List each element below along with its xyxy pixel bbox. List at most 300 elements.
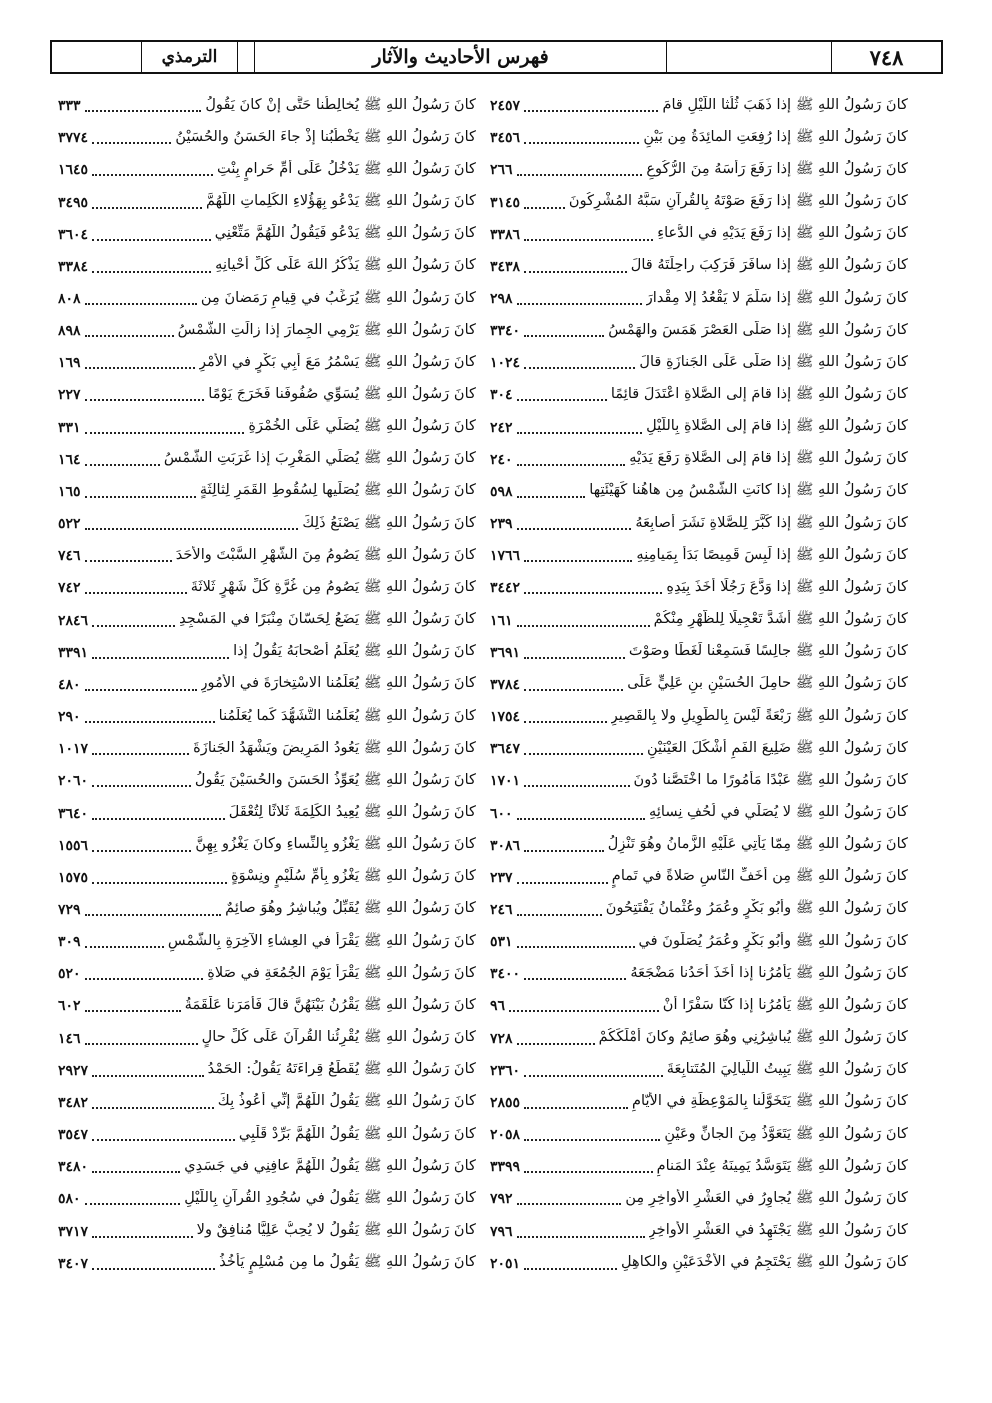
hadith-number: ٢٢٧ xyxy=(58,387,81,404)
dot-leader xyxy=(524,721,607,723)
hadith-incipit: كانَ رَسُولُ اللهِ ﷺ إذا كَبَّرَ لِلصَّلاةِ نَشَرَ أَصابِعَهُ xyxy=(635,513,908,531)
index-entry xyxy=(490,637,908,669)
hadith-incipit: كانَ رَسُولُ اللهِ ﷺ إذا لَبِسَ قَمِيصًا بَدَأَ بِمَيامِنِهِ xyxy=(636,545,908,563)
dot-leader xyxy=(524,785,629,787)
hadith-incipit: كانَ رَسُولُ اللهِ ﷺ إذا رَفَعَ صَوْتَهُ بِالقُرآنِ سَبَّهُ المُشْرِكُونَ xyxy=(568,192,908,210)
hadith-number: ٦٠٠ xyxy=(490,805,513,822)
dot-leader xyxy=(524,753,643,755)
hadith-incipit: كانَ رَسُولُ اللهِ ﷺ عَبْدًا مَأْمُورًا ما اخْتَصَّنا دُونَ xyxy=(633,770,908,788)
hadith-incipit: كانَ رَسُولُ اللهِ ﷺ يُعَلِّمُنا الاسْتِخارَةَ في الأُمُورِ xyxy=(200,674,476,692)
dot-leader xyxy=(517,528,632,530)
page-header xyxy=(50,40,943,74)
hadith-incipit: كانَ رَسُولُ اللهِ ﷺ يُقَطِّعُ قِراءَتَهُ يَقُولُ: الحَمْدُ xyxy=(207,1060,476,1078)
index-entry xyxy=(58,1248,476,1280)
hadith-incipit: كانَ رَسُولُ اللهِ ﷺ مِن أَخَفِّ النّاسِ صَلاةً في تَمامٍ xyxy=(611,867,908,885)
dot-leader xyxy=(524,1107,628,1109)
hadith-number: ٣٠٩ xyxy=(58,934,81,951)
dot-leader xyxy=(85,528,299,530)
index-entry xyxy=(490,1119,908,1151)
dot-leader xyxy=(85,592,187,594)
hadith-incipit: كانَ رَسُولُ اللهِ ﷺ يُخالِطُنا حَتَّى إنْ كانَ يَقُولُ xyxy=(205,95,476,113)
hadith-number: ١٧٥٤ xyxy=(490,709,521,726)
hadith-number: ٣٤٠٠ xyxy=(490,966,521,983)
dot-leader xyxy=(524,239,653,241)
index-entry xyxy=(58,637,476,669)
hadith-number: ٣٣٨٦ xyxy=(490,226,521,243)
dot-leader xyxy=(85,303,197,305)
hadith-incipit: كانَ رَسُولُ اللهِ ﷺ يَأْمُرُنا إذا كُنّا سَفْرًا أَنْ xyxy=(662,995,908,1013)
hadith-incipit: كانَ رَسُولُ اللهِ ﷺ يَدْعُو فَيَقُولُ اللَّهُمَّ مَتِّعْنِي xyxy=(214,224,476,242)
hadith-incipit: كانَ رَسُولُ اللهِ ﷺ يَبِيتُ اللَّيالِيَ المُتَتابِعَةَ xyxy=(666,1060,908,1078)
hadith-number: ٣٤٠٧ xyxy=(58,1255,89,1272)
index-entry xyxy=(58,508,476,540)
hadith-number: ١٠١٧ xyxy=(58,741,89,758)
dot-leader xyxy=(85,978,204,980)
index-entry xyxy=(490,765,908,797)
dot-leader xyxy=(85,721,215,723)
hadith-number: ٥٨٠ xyxy=(58,1191,81,1208)
hadith-number: ٣٣٨٤ xyxy=(58,258,89,275)
index-entry xyxy=(490,154,908,186)
index-entry xyxy=(58,926,476,958)
hadith-number: ٢٣٦٠ xyxy=(490,1062,521,1079)
dot-leader xyxy=(524,689,623,691)
hadith-incipit: كانَ رَسُولُ اللهِ ﷺ يَقْرَأُ يَوْمَ الجُمُعَةِ في صَلاةِ xyxy=(207,963,476,981)
dot-leader xyxy=(517,1236,645,1238)
hadith-incipit: كانَ رَسُولُ اللهِ ﷺ يَذْكُرُ اللهَ عَلَى كُلِّ أَحْيانِهِ xyxy=(215,256,476,274)
dot-leader xyxy=(517,464,626,466)
dot-leader xyxy=(524,1268,617,1270)
index-entry xyxy=(58,476,476,508)
dot-leader xyxy=(524,560,632,562)
hadith-number: ٧٢٩ xyxy=(58,901,81,918)
hadith-incipit: كانَ رَسُولُ اللهِ ﷺ إذا وَدَّعَ رَجُلًا أَخَذَ بِيَدِهِ xyxy=(666,577,908,595)
index-entry xyxy=(490,347,908,379)
index-entry xyxy=(490,1055,908,1087)
index-entry xyxy=(490,830,908,862)
dot-leader xyxy=(92,207,202,209)
dot-leader xyxy=(509,1010,659,1012)
hadith-number: ٧٢٨ xyxy=(490,1030,513,1047)
header-blank-cell xyxy=(667,42,832,72)
hadith-incipit: كانَ رَسُولُ اللهِ ﷺ يُصَلِّي عَلَى الخُمْرَةِ xyxy=(248,417,476,435)
hadith-incipit: كانَ رَسُولُ اللهِ ﷺ يَسْمُرُ مَعَ أَبِي بَكْرٍ في الأَمْرِ xyxy=(198,352,476,370)
hadith-incipit: كانَ رَسُولُ اللهِ ﷺ إذا رَفَعَ رَأْسَهُ مِنَ الرُّكُوعِ xyxy=(646,159,908,177)
hadith-number: ٣٤٣٨ xyxy=(490,258,521,275)
dot-leader xyxy=(524,367,635,369)
hadith-incipit: كانَ رَسُولُ اللهِ ﷺ وأَبُو بَكْرٍ وعُمَرُ يُصَلُّونَ في xyxy=(638,931,908,949)
index-entry xyxy=(58,186,476,218)
index-entry xyxy=(490,1151,908,1183)
hadith-incipit: كانَ رَسُولُ اللهِ ﷺ يَجْتَهِدُ في العَشْرِ الأَواخِرِ xyxy=(648,1221,908,1239)
hadith-number: ٣٧٧٤ xyxy=(58,130,89,147)
index-title: فهرس الأحاديث والآثار xyxy=(255,42,667,72)
dot-leader xyxy=(92,142,171,144)
hadith-incipit: كانَ رَسُولُ اللهِ ﷺ يَقُولُ اللَّهُمَّ عافِنِي في جَسَدِي xyxy=(184,1156,476,1174)
index-entry xyxy=(490,122,908,154)
dot-leader xyxy=(85,689,197,691)
dot-leader xyxy=(85,110,202,112)
hadith-incipit: كانَ رَسُولُ اللهِ ﷺ يَدْخُلُ عَلَى أُمِّ حَرامٍ بِنْتِ xyxy=(217,159,476,177)
hadith-number: ٧٤٢ xyxy=(58,580,81,597)
hadith-number: ٣٠٨٦ xyxy=(490,837,521,854)
dot-leader xyxy=(524,1075,663,1077)
dot-leader xyxy=(517,174,643,176)
dot-leader xyxy=(92,818,225,820)
hadith-number: ١٦٩ xyxy=(58,355,81,372)
hadith-number: ١٧٦٦ xyxy=(490,548,521,565)
dot-leader xyxy=(92,785,191,787)
index-entry xyxy=(490,251,908,283)
index-entry xyxy=(58,444,476,476)
hadith-number: ٢٠٥١ xyxy=(490,1255,521,1272)
index-entry xyxy=(58,1087,476,1119)
index-entry xyxy=(58,154,476,186)
hadith-incipit: كانَ رَسُولُ اللهِ ﷺ يَغْزُو بِأُمِّ سُلَيْمٍ ونِسْوَةٍ xyxy=(230,867,476,885)
hadith-number: ٢٤٥٧ xyxy=(490,98,521,115)
page-number: ٧٤٨ xyxy=(869,44,904,70)
hadith-incipit: كانَ رَسُولُ اللهِ ﷺ يَقُولُ لا يُحِبُّ عَلِيًّا مُنافِقٌ ولا xyxy=(196,1221,476,1239)
hadith-incipit: كانَ رَسُولُ اللهِ ﷺ يُرَغِّبُ في قِيامِ رَمَضانَ مِن xyxy=(200,288,476,306)
index-entry xyxy=(490,508,908,540)
book-name: الترمذي xyxy=(142,42,238,72)
dot-leader xyxy=(85,946,164,948)
index-entry xyxy=(58,1183,476,1215)
dot-leader xyxy=(524,207,565,209)
hadith-incipit: كانَ رَسُولُ اللهِ ﷺ إذا صَلَّى العَصْرَ هَمَسَ والهَمْسُ xyxy=(608,320,908,338)
hadith-incipit: كانَ رَسُولُ اللهِ ﷺ يُعَلِّمُ أَصْحابَهُ يَقُولُ إذا xyxy=(233,642,476,660)
dot-leader xyxy=(92,1236,193,1238)
hadith-number: ١٦١ xyxy=(490,612,513,629)
index-entry xyxy=(58,894,476,926)
index-entry xyxy=(58,122,476,154)
index-entry xyxy=(58,990,476,1022)
dot-leader xyxy=(524,110,658,112)
hadith-incipit: كانَ رَسُولُ اللهِ ﷺ يَغْزُو بِالنِّساءِ وكانَ يَغْزُو بِهِنَّ xyxy=(195,835,476,853)
dot-leader xyxy=(85,914,222,916)
hadith-incipit: كانَ رَسُولُ اللهِ ﷺ يُجاوِرُ في العَشْرِ الأَواخِرِ مِن xyxy=(625,1188,908,1206)
dot-leader xyxy=(524,850,604,852)
index-entry xyxy=(58,765,476,797)
index-entry xyxy=(490,315,908,347)
hadith-incipit: كانَ رَسُولُ اللهِ ﷺ يَضَعُ لِحَسّانَ مِنْبَرًا في المَسْجِدِ xyxy=(179,610,476,628)
index-entry xyxy=(58,347,476,379)
hadith-incipit: كانَ رَسُولُ اللهِ ﷺ إذا قامَ إلى الصَّلاةِ بِاللَّيْلِ xyxy=(646,417,908,435)
hadith-incipit: كانَ رَسُولُ اللهِ ﷺ يُباشِرُنِي وهُوَ صائِمٌ وكانَ أَمْلَكَكُمْ xyxy=(598,1028,908,1046)
hadith-number: ٣٣٩٩ xyxy=(490,1159,521,1176)
hadith-number: ٣٧٨٤ xyxy=(490,676,521,693)
index-column-left xyxy=(58,90,476,1280)
hadith-number: ٢٨٤٦ xyxy=(58,612,89,629)
index-entry xyxy=(58,669,476,701)
hadith-incipit: كانَ رَسُولُ اللهِ ﷺ يَصُومُ مِنَ الشَّهْرِ السَّبْتَ والأَحَدَ xyxy=(175,545,476,563)
dot-leader xyxy=(92,882,227,884)
index-entry xyxy=(490,958,908,990)
dot-leader xyxy=(517,303,642,305)
hadith-incipit: كانَ رَسُولُ اللهِ ﷺ يُقَبِّلُ ويُباشِرُ وهُوَ صائِمٌ xyxy=(225,899,476,917)
index-entry xyxy=(58,701,476,733)
index-entry xyxy=(490,219,908,251)
index-entry xyxy=(490,379,908,411)
hadith-number: ٣٣٣ xyxy=(58,98,81,115)
dot-leader xyxy=(524,1171,653,1173)
index-entry xyxy=(490,1023,908,1055)
index-entry xyxy=(490,572,908,604)
index-entry xyxy=(58,958,476,990)
hadith-number: ٣٦٤٧ xyxy=(490,741,521,758)
hadith-number: ٣٣١ xyxy=(58,419,81,436)
hadith-incipit: كانَ رَسُولُ اللهِ ﷺ مِمّا يَأْتِي عَلَيْهِ الزَّمانُ وهُوَ تَنْزِلُ xyxy=(607,835,908,853)
hadith-incipit: كانَ رَسُولُ اللهِ ﷺ يَقُولُ اللَّهُمَّ بَرِّدْ قَلْبِي xyxy=(238,1124,476,1142)
hadith-number: ٥٢٠ xyxy=(58,966,81,983)
hadith-number: ٢٤٦ xyxy=(490,901,513,918)
hadith-number: ٢٠٦٠ xyxy=(58,773,89,790)
dot-leader xyxy=(92,239,211,241)
hadith-incipit: كانَ رَسُولُ اللهِ ﷺ إذا سافَرَ فَرَكِبَ راحِلَتَهُ قالَ xyxy=(630,256,908,274)
hadith-incipit: كانَ رَسُولُ اللهِ ﷺ يُسَوِّي صُفُوفَنا فَخَرَجَ يَوْمًا xyxy=(208,384,476,402)
hadith-number: ٨٠٨ xyxy=(58,291,81,308)
dot-leader xyxy=(92,1171,180,1173)
dot-leader xyxy=(92,1075,204,1077)
dot-leader xyxy=(85,367,195,369)
dot-leader xyxy=(517,882,608,884)
index-entry xyxy=(490,412,908,444)
hadith-incipit: كانَ رَسُولُ اللهِ ﷺ يُعَلِّمُنا التَّشَهُّدَ كَما يُعَلِّمُنا xyxy=(218,706,476,724)
dot-leader xyxy=(524,271,627,273)
dot-leader xyxy=(92,1139,235,1141)
hadith-number: ٧٩٢ xyxy=(490,1191,513,1208)
dot-leader xyxy=(517,946,635,948)
index-entry xyxy=(490,1087,908,1119)
index-entry xyxy=(490,476,908,508)
index-entry xyxy=(490,701,908,733)
hadith-number: ٣٤٥٦ xyxy=(490,130,521,147)
index-entry xyxy=(490,605,908,637)
dot-leader xyxy=(92,625,175,627)
index-entry xyxy=(490,283,908,315)
dot-leader xyxy=(92,657,229,659)
index-entry xyxy=(58,1023,476,1055)
hadith-number: ٢٨٥٥ xyxy=(490,1094,521,1111)
hadith-number: ١٥٧٥ xyxy=(58,869,89,886)
dot-leader xyxy=(524,142,639,144)
index-entry xyxy=(58,572,476,604)
dot-leader xyxy=(92,850,191,852)
index-entry xyxy=(58,1055,476,1087)
index-entry xyxy=(58,862,476,894)
dot-leader xyxy=(85,1010,181,1012)
hadith-number: ٤٨٠ xyxy=(58,676,81,693)
header-blank-cell xyxy=(52,42,142,72)
dot-leader xyxy=(92,1268,215,1270)
hadith-incipit: كانَ رَسُولُ اللهِ ﷺ يَتَعَوَّذُ مِنَ الجانِّ وعَيْنِ xyxy=(664,1124,908,1142)
hadith-number: ٣٤٤٢ xyxy=(490,580,521,597)
hadith-incipit: كانَ رَسُولُ اللهِ ﷺ يَتَخَوَّلُنا بِالمَوْعِظَةِ في الأَيّامِ xyxy=(631,1092,908,1110)
hadith-number: ١٤٦ xyxy=(58,1030,81,1047)
index-entry xyxy=(58,251,476,283)
hadith-number: ٢٠٥٨ xyxy=(490,1127,521,1144)
index-entry xyxy=(58,219,476,251)
dot-leader xyxy=(524,335,604,337)
index-entry xyxy=(490,1215,908,1247)
hadith-number: ١٦٥ xyxy=(58,483,81,500)
hadith-number: ٩٦ xyxy=(490,998,506,1015)
dot-leader xyxy=(85,1043,198,1045)
index-entry xyxy=(490,1183,908,1215)
hadith-number: ٣٤٨٠ xyxy=(58,1159,89,1176)
hadith-number: ٣٦٩١ xyxy=(490,644,521,661)
hadith-number: ٣٥٤٧ xyxy=(58,1127,89,1144)
hadith-incipit: كانَ رَسُولُ اللهِ ﷺ يُصَلِّيها لِسُقُوطِ القَمَرِ لِثالِثَةٍ xyxy=(199,481,476,499)
index-entry xyxy=(58,412,476,444)
hadith-incipit: كانَ رَسُولُ اللهِ ﷺ وأَبُو بَكْرٍ وعُمَرُ وعُثْمانُ يَفْتَتِحُونَ xyxy=(605,899,908,917)
index-entry xyxy=(490,669,908,701)
index-entry xyxy=(58,605,476,637)
index-entry xyxy=(490,733,908,765)
hadith-number: ٢٩٠ xyxy=(58,709,81,726)
hadith-number: ٦٠٢ xyxy=(58,998,81,1015)
hadith-incipit: كانَ رَسُولُ اللهِ ﷺ يَعُودُ المَرِيضَ ويَشْهَدُ الجَنازَةَ xyxy=(193,738,476,756)
dot-leader xyxy=(517,496,586,498)
hadith-incipit: كانَ رَسُولُ اللهِ ﷺ إذا رُفِعَتِ المائِدَةُ مِن بَيْنِ xyxy=(643,127,908,145)
dot-leader xyxy=(517,1043,595,1045)
index-column-right xyxy=(490,90,908,1280)
dot-leader xyxy=(517,1203,622,1205)
hadith-number: ٧٩٦ xyxy=(490,1223,513,1240)
hadith-number: ٣٤٨٢ xyxy=(58,1094,89,1111)
hadith-number: ٧٤٦ xyxy=(58,548,81,565)
dot-leader xyxy=(517,914,602,916)
hadith-incipit: كانَ رَسُولُ اللهِ ﷺ جالِسًا فَسَمِعْنا لَغَطًا وصَوْتَ xyxy=(628,642,908,660)
dot-leader xyxy=(517,432,643,434)
hadith-number: ٣٧١٧ xyxy=(58,1223,89,1240)
hadith-number: ٢٩٢٧ xyxy=(58,1062,89,1079)
hadith-incipit: كانَ رَسُولُ اللهِ ﷺ يَقُولُ في سُجُودِ القُرآنِ بِاللَّيْلِ xyxy=(184,1188,476,1206)
dot-leader xyxy=(85,1203,181,1205)
hadith-number: ٢٩٨ xyxy=(490,291,513,308)
hadith-incipit: كانَ رَسُولُ اللهِ ﷺ إذا رَفَعَ يَدَيْهِ في الدُّعاءِ xyxy=(657,224,908,242)
dot-leader xyxy=(85,560,172,562)
index-entry xyxy=(490,797,908,829)
hadith-incipit: كانَ رَسُولُ اللهِ ﷺ إذا قامَ إلى الصَّلاةِ رَفَعَ يَدَيْهِ xyxy=(629,449,908,467)
hadith-incipit: كانَ رَسُولُ اللهِ ﷺ إذا كانَتِ الشَّمْسُ مِن هاهُنا كَهَيْئَتِها xyxy=(589,481,908,499)
dot-leader xyxy=(92,271,211,273)
hadith-incipit: كانَ رَسُولُ اللهِ ﷺ رَبْعَةً لَيْسَ بِالطَّوِيلِ ولا بِالقَصِيرِ xyxy=(610,706,908,724)
hadith-incipit: كانَ رَسُولُ اللهِ ﷺ لا يُصَلِّي في لُحُفِ نِسائِهِ xyxy=(649,803,908,821)
index-entry xyxy=(58,379,476,411)
dot-leader xyxy=(92,174,213,176)
index-entry xyxy=(58,540,476,572)
hadith-number: ٢٦٦ xyxy=(490,162,513,179)
dot-leader xyxy=(524,592,662,594)
hadith-incipit: كانَ رَسُولُ اللهِ ﷺ يَدْعُو بِهَؤُلاءِ الكَلِماتِ اللَّهُمَّ xyxy=(205,192,476,210)
dot-leader xyxy=(85,496,196,498)
hadith-incipit: كانَ رَسُولُ اللهِ ﷺ يَرْمِي الجِمارَ إذا زالَتِ الشَّمْسُ xyxy=(177,320,476,338)
hadith-incipit: كانَ رَسُولُ اللهِ ﷺ إذا صَلَّى عَلَى الجَنازَةِ قالَ xyxy=(639,352,908,370)
hadith-number: ١٦٤ xyxy=(58,451,81,468)
hadith-incipit: كانَ رَسُولُ اللهِ ﷺ إذا قامَ إلى الصَّلاةِ اعْتَدَلَ قائِمًا xyxy=(610,384,908,402)
hadith-number: ٢٣٩ xyxy=(490,516,513,533)
dot-leader xyxy=(524,1139,660,1141)
dot-leader xyxy=(92,753,189,755)
hadith-incipit: كانَ رَسُولُ اللهِ ﷺ يَحْتَجِمُ في الأَخْدَعَيْنِ والكاهِلِ xyxy=(620,1253,908,1271)
hadith-incipit: كانَ رَسُولُ اللهِ ﷺ يَخْطُبُنا إذْ جاءَ الحَسَنُ والحُسَيْنُ xyxy=(175,127,476,145)
index-entry xyxy=(58,90,476,122)
dot-leader xyxy=(524,657,625,659)
dot-leader xyxy=(524,978,626,980)
hadith-number: ٥٢٢ xyxy=(58,516,81,533)
index-entry xyxy=(490,186,908,218)
hadith-number: ١٥٥٦ xyxy=(58,837,89,854)
hadith-number: ٣٤٩٥ xyxy=(58,194,89,211)
hadith-incipit: كانَ رَسُولُ اللهِ ﷺ يَقُولُ ما مِن مُسْلِمٍ يَأْخُذُ xyxy=(219,1253,476,1271)
hadith-number: ٢٣٧ xyxy=(490,869,513,886)
hadith-number: ٥٣١ xyxy=(490,934,513,951)
hadith-number: ١٧٠١ xyxy=(490,773,521,790)
index-entry xyxy=(58,1119,476,1151)
hadith-incipit: كانَ رَسُولُ اللهِ ﷺ يُقْرِئُنا القُرآنَ عَلَى كُلِّ حالٍ xyxy=(201,1028,476,1046)
index-entry xyxy=(490,862,908,894)
index-entry xyxy=(490,990,908,1022)
hadith-incipit: كانَ رَسُولُ اللهِ ﷺ يُعِيدُ الكَلِمَةَ ثَلاثًا لِتُعْقَلَ xyxy=(228,803,476,821)
hadith-number: ٥٩٨ xyxy=(490,483,513,500)
hadith-incipit: كانَ رَسُولُ اللهِ ﷺ ضَلِيعَ الفَمِ أَشْكَلَ العَيْنَيْنِ xyxy=(646,738,908,756)
hadith-incipit: كانَ رَسُولُ اللهِ ﷺ حامِلَ الحُسَيْنِ بنِ عَلِيٍّ عَلَى xyxy=(627,674,908,692)
hadith-number: ١٦٤٥ xyxy=(58,162,89,179)
hadith-incipit: كانَ رَسُولُ اللهِ ﷺ يُصَلِّي المَغْرِبَ إذا غَرَبَتِ الشَّمْسُ xyxy=(163,449,476,467)
hadith-incipit: كانَ رَسُولُ اللهِ ﷺ يَصُومُ مِن غُرَّةِ كُلِّ شَهْرٍ ثَلاثَةَ xyxy=(190,577,476,595)
index-entry xyxy=(490,444,908,476)
hadith-number: ٣٣٤٠ xyxy=(490,323,521,340)
dot-leader xyxy=(92,1107,214,1109)
hadith-incipit: كانَ رَسُولُ اللهِ ﷺ يَقْرُنُ بَيْنَهُنَّ قالَ فَأَمَرَنا عَلْقَمَةُ xyxy=(184,995,476,1013)
hadith-incipit: كانَ رَسُولُ اللهِ ﷺ إذا ذَهَبَ ثُلُثا اللَّيْلِ قامَ xyxy=(662,95,908,113)
hadith-incipit: كانَ رَسُولُ اللهِ ﷺ يَتَوَسَّدُ يَمِينَهُ عِنْدَ المَنامِ xyxy=(656,1156,908,1174)
hadith-number: ٣٦٠٤ xyxy=(58,226,89,243)
index-entry xyxy=(490,540,908,572)
index-columns xyxy=(58,90,908,1280)
index-entry xyxy=(58,1151,476,1183)
dot-leader xyxy=(85,399,205,401)
dot-leader xyxy=(85,464,160,466)
hadith-number: ٣٦٤٠ xyxy=(58,805,89,822)
index-entry xyxy=(58,733,476,765)
dot-leader xyxy=(517,818,645,820)
hadith-incipit: كانَ رَسُولُ اللهِ ﷺ إذا سَلَّمَ لا يَقْعُدُ إلا مِقْدارَ xyxy=(645,288,908,306)
dot-leader xyxy=(517,625,650,627)
hadith-number: ٣١٤٥ xyxy=(490,194,521,211)
index-entry xyxy=(58,283,476,315)
header-blank-cell xyxy=(238,42,255,72)
dot-leader xyxy=(85,432,245,434)
dot-leader xyxy=(517,399,607,401)
hadith-incipit: كانَ رَسُولُ اللهِ ﷺ يَقُولُ اللَّهُمَّ إنِّي أَعُوذُ بِكَ xyxy=(217,1092,476,1110)
hadith-number: ٢٤٢ xyxy=(490,419,513,436)
index-entry xyxy=(490,90,908,122)
hadith-number: ٨٩٨ xyxy=(58,323,81,340)
index-entry xyxy=(58,1215,476,1247)
hadith-incipit: كانَ رَسُولُ اللهِ ﷺ يَأْمُرُنا إذا أَخَذَ أَحَدُنا مَضْجَعَهُ xyxy=(630,963,908,981)
hadith-number: ٣٣٩١ xyxy=(58,644,89,661)
index-entry xyxy=(490,1248,908,1280)
index-entry xyxy=(490,926,908,958)
hadith-number: ١٠٢٤ xyxy=(490,355,521,372)
index-entry xyxy=(58,830,476,862)
dot-leader xyxy=(85,335,174,337)
index-entry xyxy=(58,315,476,347)
index-entry xyxy=(58,797,476,829)
hadith-number: ٢٤٠ xyxy=(490,451,513,468)
